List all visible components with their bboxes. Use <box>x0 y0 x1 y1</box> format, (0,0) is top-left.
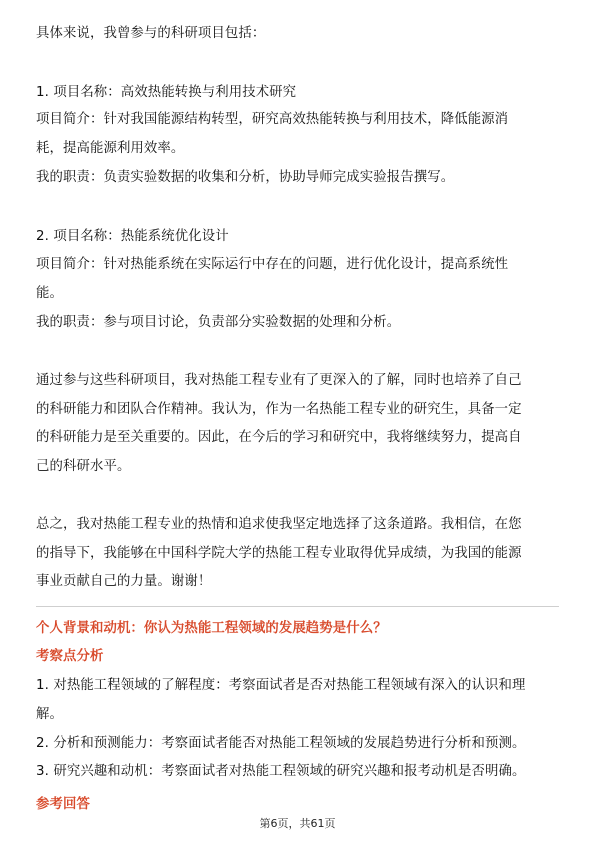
analysis-heading: 考察点分析 <box>36 649 104 664</box>
project-1-name: 1. 项目名称：高效热能转换与利用技术研究 <box>36 85 297 100</box>
analysis-item-1-line-2: 解。 <box>36 707 63 722</box>
paragraph-2-line-1: 总之，我对热能工程专业的热情和追求使我坚定地选择了这条道路。我相信，在您 <box>36 517 522 532</box>
project-2-duty: 我的职责：参与项目讨论，负责部分实验数据的处理和分析。 <box>36 315 401 330</box>
question-heading: 个人背景和动机：你认为热能工程领域的发展趋势是什么？ <box>36 621 387 636</box>
section-divider <box>36 606 559 607</box>
paragraph-1-line-2: 的科研能力和团队合作精神。我认为，作为一名热能工程专业的研究生，具备一定 <box>36 402 522 417</box>
paragraph-2-line-2: 的指导下，我能够在中国科学院大学的热能工程专业取得优异成绩，为我国的能源 <box>36 546 522 561</box>
analysis-item-2: 2. 分析和预测能力：考察面试者能否对热能工程领域的发展趋势进行分析和预测。 <box>36 736 526 751</box>
project-2-name: 2. 项目名称：热能系统优化设计 <box>36 229 229 244</box>
analysis-item-1-line-1: 1. 对热能工程领域的了解程度：考察面试者是否对热能工程领域有深入的认识和理 <box>36 678 526 693</box>
analysis-item-3: 3. 研究兴趣和动机：考察面试者对热能工程领域的研究兴趣和报考动机是否明确。 <box>36 764 526 779</box>
intro-text: 具体来说，我曾参与的科研项目包括： <box>36 26 266 41</box>
paragraph-2-line-3: 事业贡献自己的力量。谢谢！ <box>36 574 212 589</box>
paragraph-1-line-1: 通过参与这些科研项目，我对热能工程专业有了更深入的了解，同时也培养了自己 <box>36 373 522 388</box>
paragraph-1-line-3: 的科研能力是至关重要的。因此，在今后的学习和研究中，我将继续努力，提高自 <box>36 430 522 445</box>
project-1-duty: 我的职责：负责实验数据的收集和分析，协助导师完成实验报告撰写。 <box>36 170 455 185</box>
paragraph-1-line-4: 己的科研水平。 <box>36 459 131 474</box>
project-1-intro-line-2: 耗，提高能源利用效率。 <box>36 141 185 156</box>
project-2-intro-line-1: 项目简介：针对热能系统在实际运行中存在的问题，进行优化设计，提高系统性 <box>36 257 509 272</box>
project-2-intro-line-2: 能。 <box>36 286 63 301</box>
page-footer: 第6页，共61页 <box>259 817 336 830</box>
reference-heading: 参考回答 <box>36 797 90 812</box>
project-1-intro-line-1: 项目简介：针对我国能源结构转型，研究高效热能转换与利用技术，降低能源消 <box>36 112 509 127</box>
